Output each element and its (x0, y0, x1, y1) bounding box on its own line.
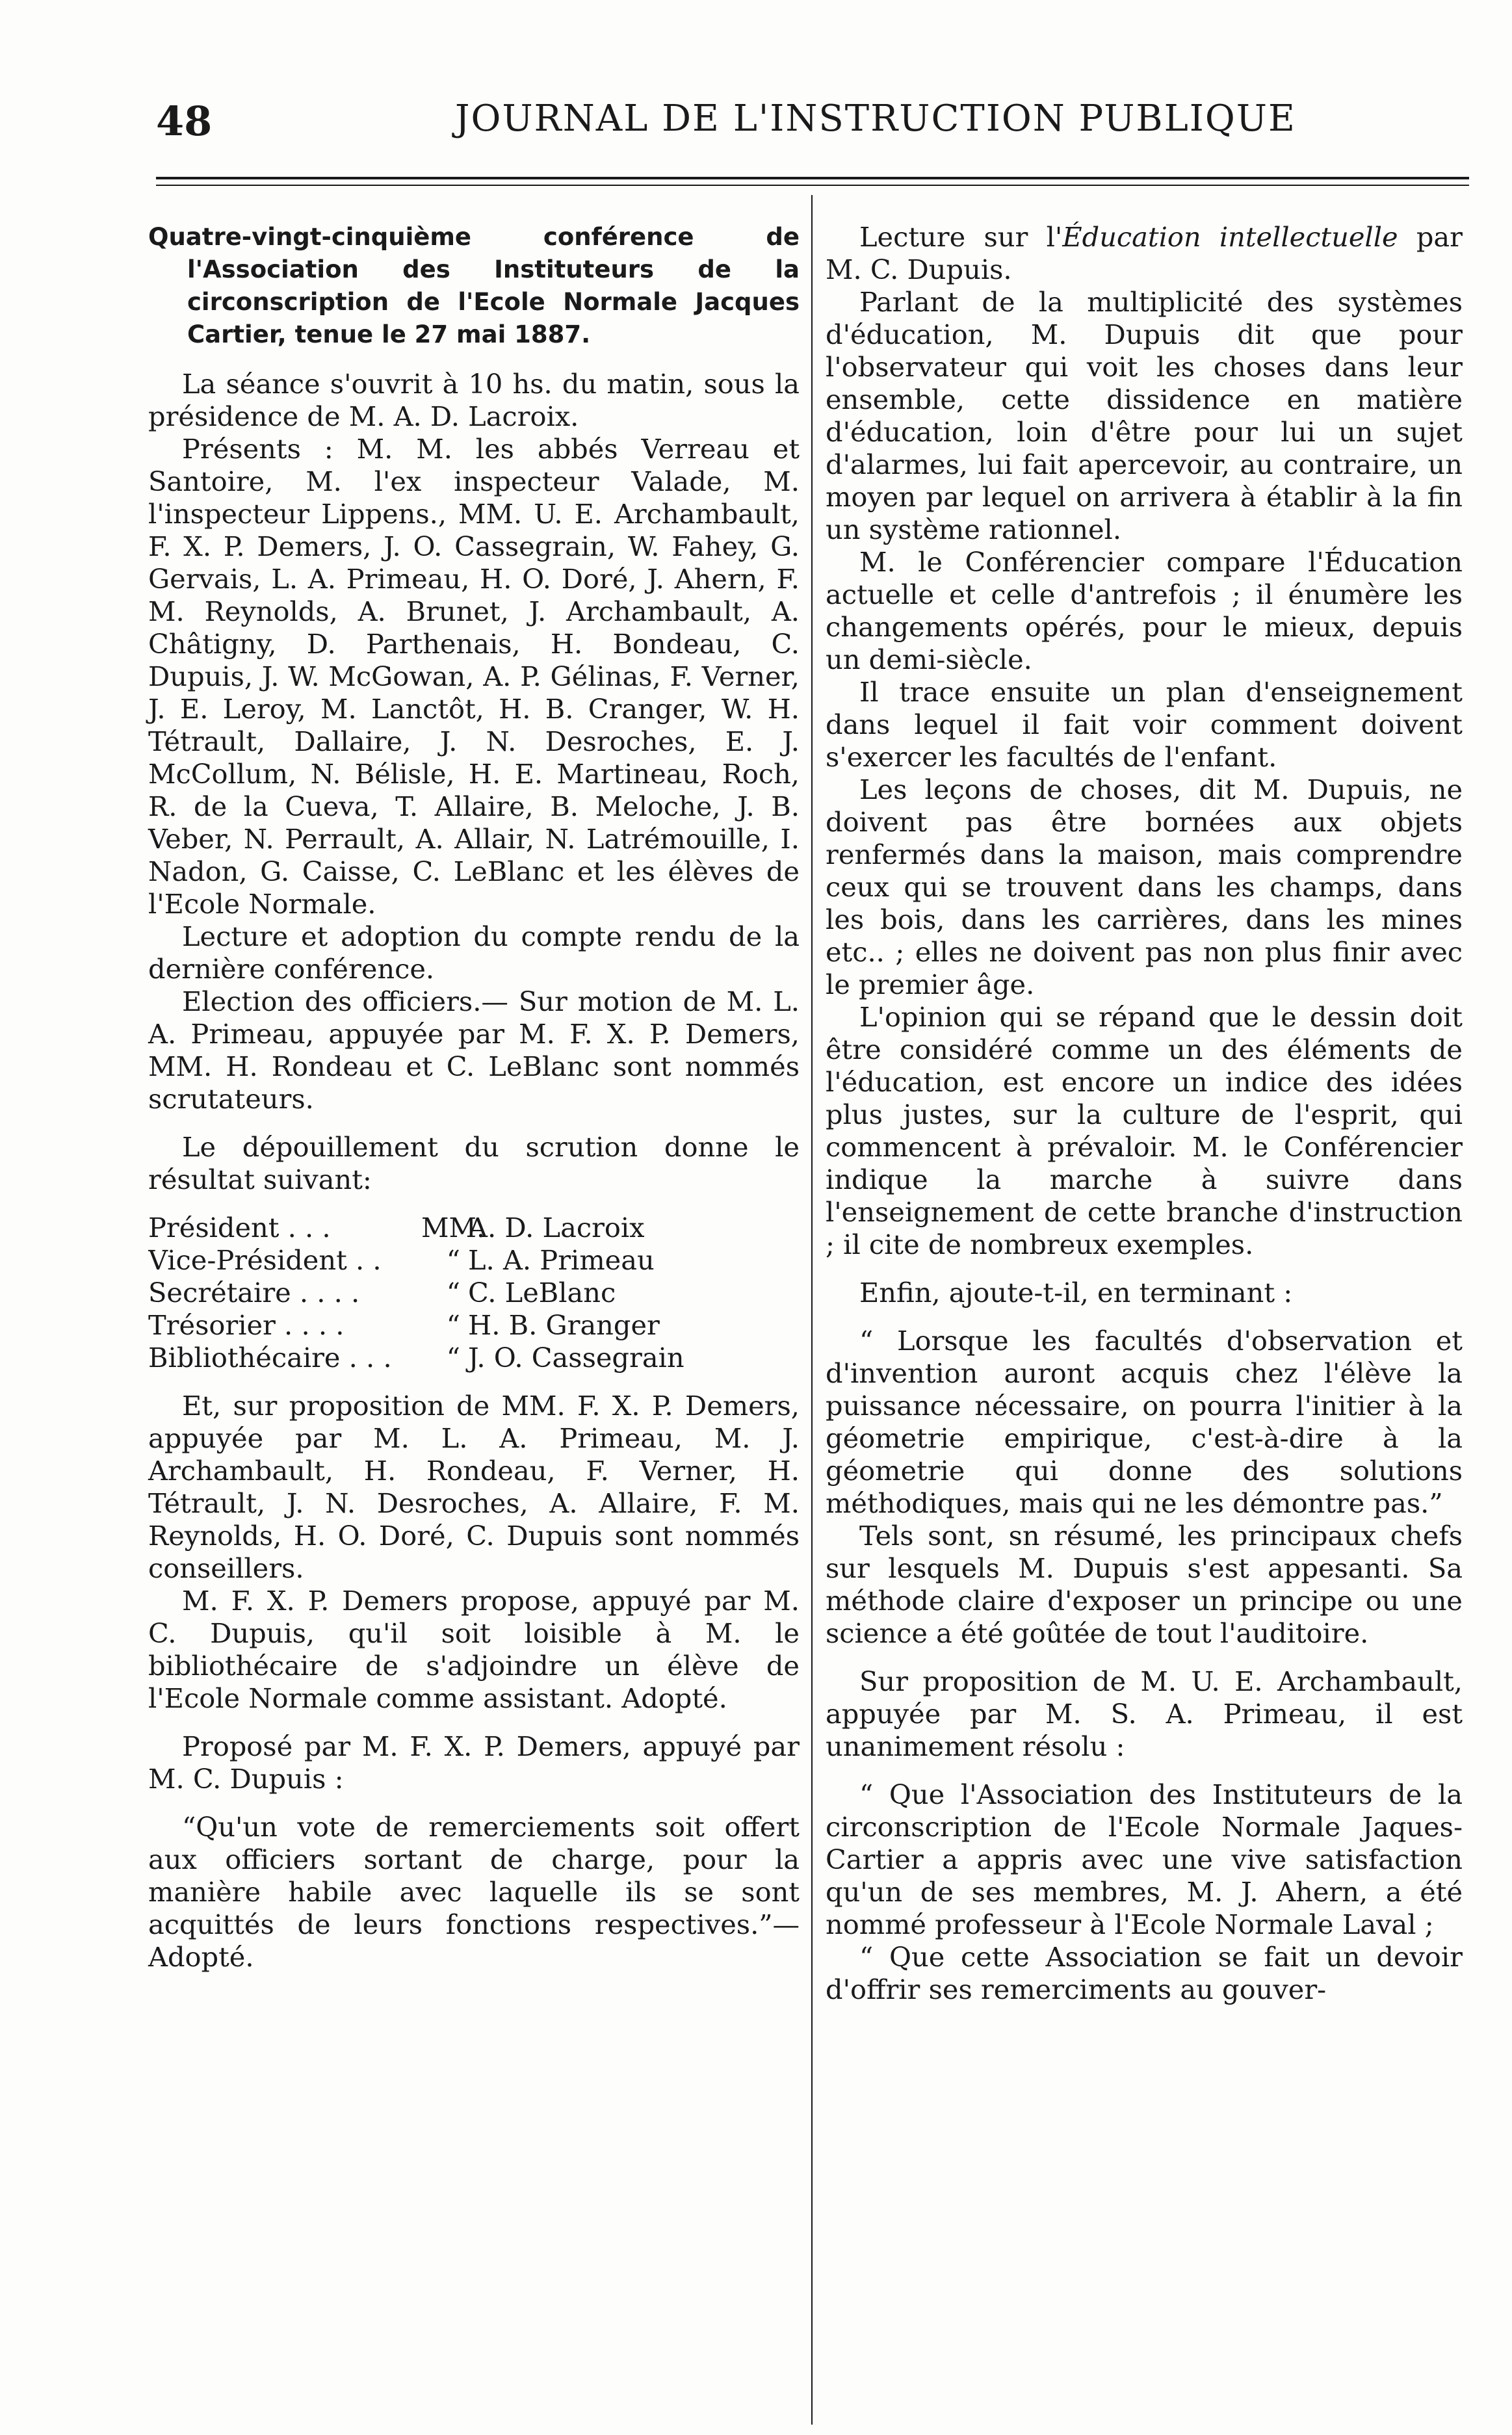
officer-role: Bibliothécaire . . . (148, 1342, 392, 1374)
ditto-mark: “ (446, 1244, 460, 1276)
paragraph-attendees: Présents : M. M. les abbés Verreau et Santoire, M. l'ex inspecteur Valade, M. l'inspecteur Lippens., MM. U. E. Archambault, F. X. P. Demers, J. O. Cassegrain, W. Fahey, G. Gervais, L. A. Primeau, H. O. Doré, J. Ahern, F. M. Reynolds, A. Brunet, J. Archambault, A. Châtigny, D. Parthenais, H. Bondeau, C. Dupuis, J. W. McGowan, A. P. Gélinas, F. Verner, J. E. Leroy, M. Lanctôt, H. B. Cranger, W. H. Tétrault, Dallaire, J. N. Desroches, E. J. McCollum, N. Bélisle, H. E. Martineau, Roch, R. de la Cueva, T. Allaire, B. Meloche, J. B. Veber, N. Perrault, A. Allair, N. Latrémouille, I. Nadon, G. Caisse, C. LeBlanc et les élèves de l'Ecole Normale. (148, 433, 800, 920)
officer-role: Trésorier . . . . (148, 1309, 345, 1341)
officer-name: J. O. Cassegrain (468, 1342, 684, 1374)
officer-title: MM. (421, 1212, 486, 1244)
officer-role: Président . . . (148, 1212, 331, 1244)
paragraph-motion: Proposé par M. F. X. P. Demers, appuyé par M. C. Dupuis : (148, 1730, 800, 1795)
right-column (826, 221, 1463, 2006)
header-rule (156, 177, 1469, 179)
officer-name: L. A. Primeau (468, 1244, 655, 1276)
paragraph-thanks: “Qu'un vote de remerciements soit offert aux officiers sortant de charge, pour la manière habile avec laquelle ils se sont acquittés de leurs fonctions respectives.”—Adopté. (148, 1811, 800, 1973)
officer-row (148, 1212, 800, 1244)
column-divider (811, 195, 813, 2425)
paragraph-resolution-thanks: “ Que cette Association se fait un devoir d'offrir ses remerciments au gouver- (826, 1941, 1463, 2005)
officer-name: A. D. Lacroix (468, 1212, 645, 1244)
page-header (150, 98, 1482, 156)
officer-name: C. LeBlanc (468, 1277, 616, 1309)
running-title: JOURNAL DE L'INSTRUCTION PUBLIQUE (455, 98, 1296, 140)
paragraph-compare: M. le Conférencier compare l'Éducation actuelle et celle d'antrefois ; il énumère les changements opérés, pour le mieux, depuis un demi-siècle. (826, 546, 1463, 675)
paragraph-conclusion-intro: Enfin, ajoute-t-il, en terminant : (859, 1277, 1293, 1309)
paragraph-results: Le dépouillement du scrution donne le résultat suivant: (148, 1131, 800, 1195)
paragraph-plan: Il trace ensuite un plan d'enseignement dans lequel il fait voir comment doivent s'exercer les facultés de l'enfant. (826, 676, 1463, 773)
paragraph-librarian: M. F. X. P. Demers propose, appuyé par M. C. Dupuis, qu'il soit loisible à M. le bibliothécaire de s'adjoindre un élève de l'Ecole Normale comme assistant. Adopté. (148, 1585, 800, 1714)
conference-heading: Quatre-vingt-cinquième conférence de l'Association des Instituteurs de la circonscription de l'Ecole Normale Jacques Cartier, tenue le 27 mai 1887. (148, 223, 800, 348)
ditto-mark: “ (446, 1309, 460, 1341)
lecture-title: Éducation intellectuelle (1062, 221, 1398, 253)
paragraph-summary: Tels sont, sn résumé, les principaux chefs sur lesquels M. Dupuis s'est appesanti. Sa méthode claire d'exposer un principe ou une science a été goûtée de tout l'auditoire. (826, 1520, 1463, 1649)
officer-row (148, 1342, 800, 1374)
header-rule-thin (156, 185, 1469, 186)
ditto-mark: “ (446, 1342, 460, 1374)
paragraph-lecture-title: Lecture sur l'Éducation intellectuelle par M. C. Dupuis. (826, 221, 1463, 285)
officer-role: Vice-Président . . (148, 1244, 382, 1276)
paragraph-resolution: Sur proposition de M. U. E. Archambault, appuyée par M. S. A. Primeau, il est unanimement résolu : (826, 1665, 1463, 1762)
page-number: 48 (156, 98, 213, 145)
officer-role: Secrétaire . . . . (148, 1277, 360, 1309)
paragraph-resolution-ahern: “ Que l'Association des Instituteurs de la circonscription de l'Ecole Normale Jaques-Cartier a appris avec une vive satisfaction qu'un de ses membres, M. J. Ahern, a été nommé professeur à l'Ecole Normale Laval ; (826, 1778, 1463, 1940)
paragraph-opening: La séance s'ouvrit à 10 hs. du matin, sous la présidence de M. A. D. Lacroix. (148, 368, 800, 432)
paragraph-systems: Parlant de la multiplicité des systèmes d'éducation, M. Dupuis dit que pour l'observateur qui voit les choses dans leur ensemble, cette dissidence en matière d'éducation, loin d'être pour lui un sujet d'alarmes, lui fait apercevoir, au contraire, un moyen par lequel on arrivera à établir à la fin un système rationnel. (826, 286, 1463, 545)
officer-row (148, 1244, 800, 1277)
paragraph-drawing: L'opinion qui se répand que le dessin doit être considéré comme un des éléments de l'éducation, est encore un indice des idées plus justes, sur la culture de l'esprit, qui commencent à prévaloir. M. le Conférencier indique la marche à suivre dans l'enseignement de cette branche d'instruction ; il cite de nombreux exemples. (826, 1001, 1463, 1260)
paragraph-quote: “ Lorsque les facultés d'observation et d'invention auront acquis chez l'élève la puissance nécessaire, on pourra l'initier à la géometrie empirique, c'est-à-dire à la géometrie qui donne des solutions méthodiques, mais qui ne les démontre pas.” (826, 1325, 1463, 1519)
officer-row (148, 1309, 800, 1342)
officer-name: H. B. Granger (468, 1309, 660, 1341)
paragraph-election: Election des officiers.— Sur motion de M. L. A. Primeau, appuyée par M. F. X. P. Demers, MM. H. Rondeau et C. LeBlanc sont nommés scrutateurs. (148, 985, 800, 1115)
paragraph-councillors: Et, sur proposition de MM. F. X. P. Demers, appuyée par M. L. A. Primeau, M. J. Archambault, H. Rondeau, F. Verner, H. Tétrault, J. N. Desroches, A. Allaire, F. M. Reynolds, H. O. Doré, C. Dupuis sont nommés conseillers. (148, 1390, 800, 1584)
ditto-mark: “ (446, 1277, 460, 1309)
left-column (148, 221, 800, 1973)
officers-list (148, 1212, 800, 1374)
paragraph-lessons: Les leçons de choses, dit M. Dupuis, ne doivent pas être bornées aux objets renfermés dans la maison, mais comprendre ceux qui se trouvent dans les champs, dans les bois, dans les carrières, dans les mines etc.. ; elles ne doivent pas non plus finir avec le premier âge. (826, 774, 1463, 1000)
paragraph-minutes: Lecture et adoption du compte rendu de la dernière conférence. (148, 920, 800, 985)
officer-row (148, 1277, 800, 1309)
